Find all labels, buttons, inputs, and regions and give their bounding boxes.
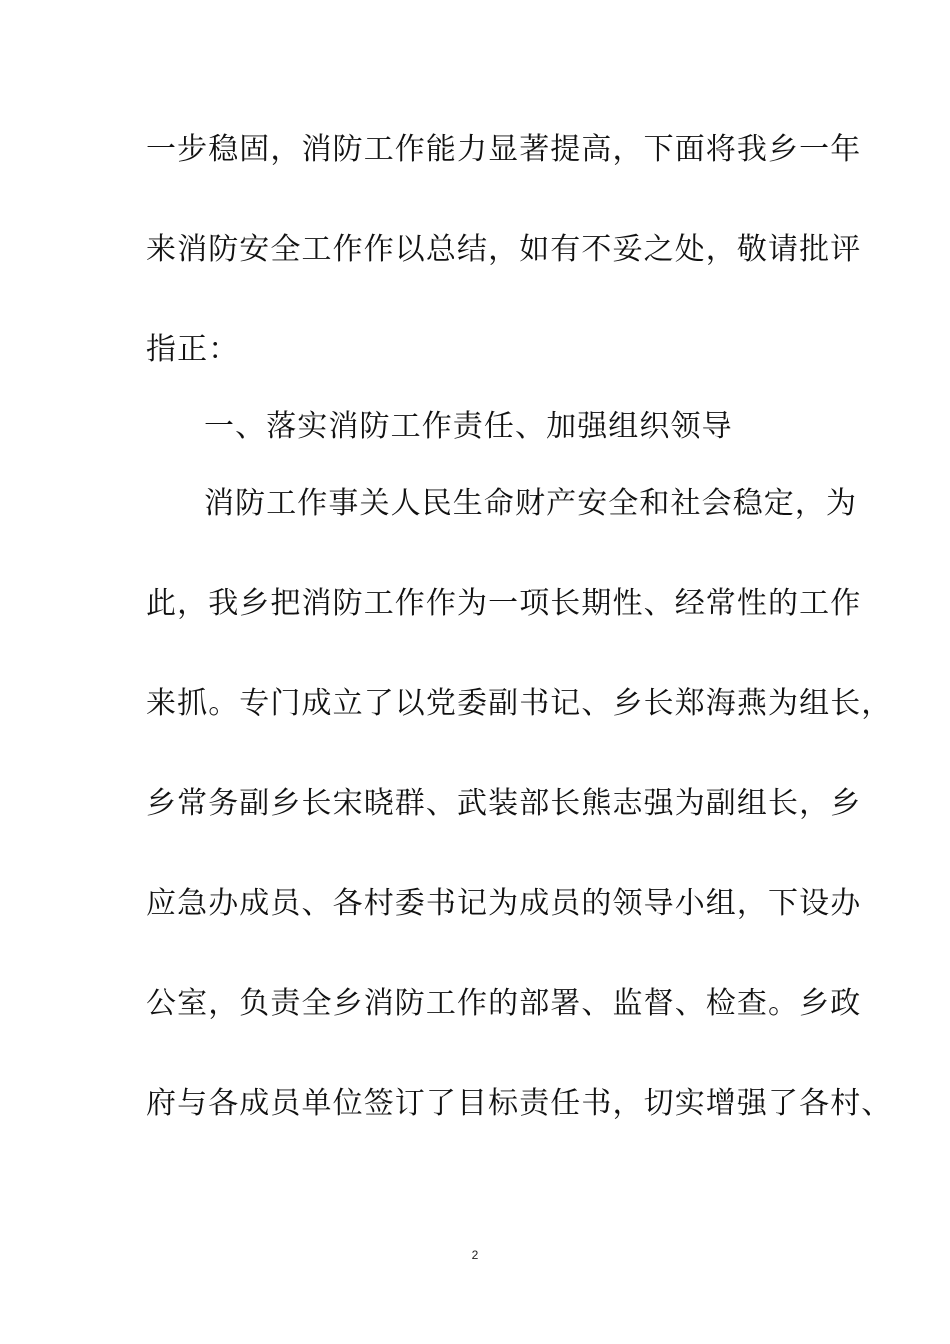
body-text-line: 府与各成员单位签订了目标责任书，切实增强了各村、 — [146, 1086, 893, 1121]
body-text-line: 应急办成员、各村委书记为成员的领导小组，下设办 — [146, 886, 862, 921]
body-text-line: 乡常务副乡长宋晓群、武装部长熊志强为副组长，乡 — [146, 786, 862, 821]
body-text-line: 此，我乡把消防工作作为一项长期性、经常性的工作 — [146, 586, 862, 621]
section-heading: 一、落实消防工作责任、加强组织领导 — [204, 409, 733, 444]
body-text-line: 一步稳固，消防工作能力显著提高，下面将我乡一年 — [146, 132, 862, 167]
body-text-line: 来抓。专门成立了以党委副书记、乡长郑海燕为组长， — [146, 686, 893, 721]
page-number: 2 — [471, 1248, 479, 1262]
body-text-line: 指正： — [146, 332, 240, 367]
body-text-line: 来消防安全工作作以总结，如有不妥之处，敬请批评 — [146, 232, 862, 267]
body-text-line: 公室，负责全乡消防工作的部署、监督、检查。乡政 — [146, 986, 862, 1021]
body-text-line: 消防工作事关人民生命财产安全和社会稳定，为 — [204, 486, 858, 521]
